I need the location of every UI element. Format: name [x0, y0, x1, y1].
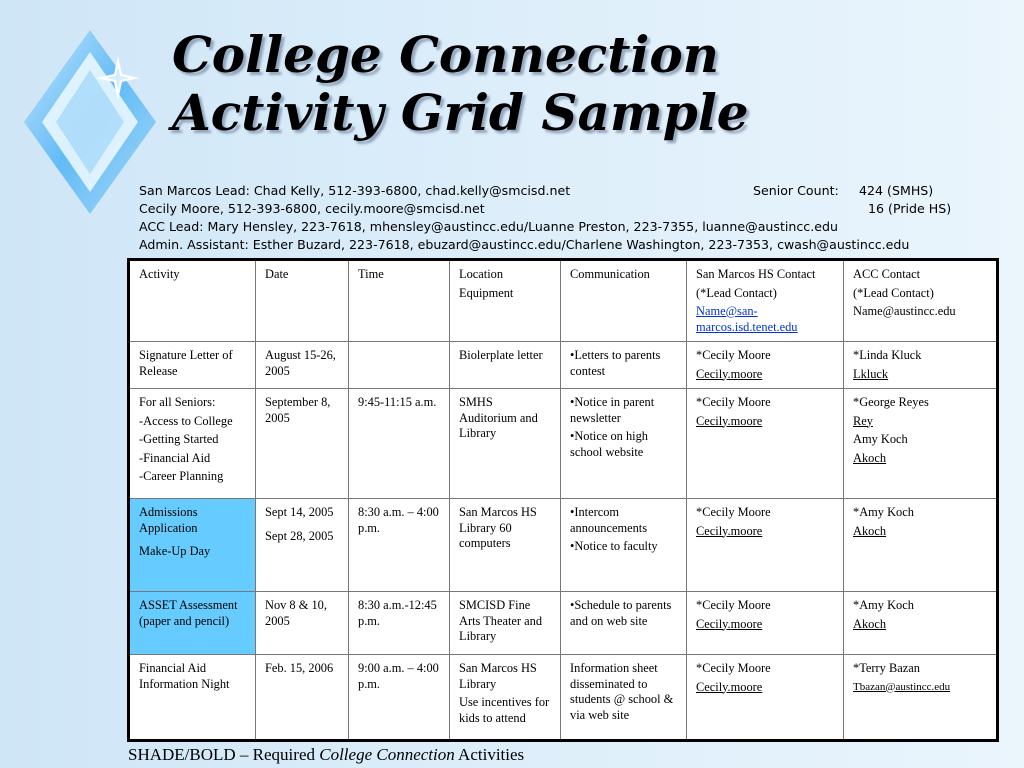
table-header-row: [129, 260, 998, 342]
title-line-1: College Connection: [172, 25, 720, 84]
time-cell: [349, 342, 450, 389]
acc-contact-cell: *Amy Koch Akoch: [844, 499, 998, 592]
footer-emphasis: College Connection: [319, 745, 455, 764]
communication-cell: •Schedule to parents and on web site: [561, 592, 687, 655]
time-cell: 8:30 a.m.-12:45 p.m.: [349, 592, 450, 655]
acc-lead-text: ACC Lead: Mary Hensley, 223-7618, mhensley@austincc.edu/Luanne Preston, 223-7355, luanne@austincc.edu: [139, 219, 838, 234]
smhs-contact-cell: *Cecily Moore Cecily.moore: [687, 389, 844, 499]
time-cell: 9:00 a.m. – 4:00 p.m.: [349, 655, 450, 741]
smhs-email-link[interactable]: Name@san-marcos.isd.tenet.edu: [696, 304, 798, 334]
table-row: [129, 342, 998, 389]
activity-grid-table: [127, 258, 999, 742]
san-marcos-lead-text: San Marcos Lead: Chad Kelly, 512-393-6800, chad.kelly@smcisd.net: [139, 183, 571, 198]
activity-cell-required: ASSET Assessment (paper and pencil): [129, 592, 256, 655]
contact-link[interactable]: Akoch: [853, 450, 887, 465]
footer-note: [128, 744, 524, 766]
senior-count-smhs: 424 (SMHS): [859, 183, 934, 198]
location-cell: SMCISD Fine Arts Theater and Library: [450, 592, 561, 655]
contact-link[interactable]: Cecily.moore: [696, 413, 763, 428]
date-cell: Feb. 15, 2006: [256, 655, 349, 741]
contact-link[interactable]: Lkluck: [853, 366, 889, 381]
header-time: Time: [349, 260, 450, 342]
contact-block: [139, 182, 999, 254]
header-date: Date: [256, 260, 349, 342]
table-row: [129, 389, 998, 499]
header-location: Location Equipment: [450, 260, 561, 342]
smhs-contact-cell: *Cecily Moore Cecily.moore: [687, 592, 844, 655]
date-cell: September 8, 2005: [256, 389, 349, 499]
title-line-2: Activity Grid Sample: [172, 83, 749, 142]
contact-link[interactable]: Cecily.moore: [696, 679, 763, 694]
diamond-sparkle-icon: [10, 22, 160, 222]
time-cell: 8:30 a.m. – 4:00 p.m.: [349, 499, 450, 592]
smhs-contact-cell: *Cecily Moore Cecily.moore: [687, 499, 844, 592]
activity-cell: Signature Letter of Release: [129, 342, 256, 389]
header-smhs-contact: San Marcos HS Contact (*Lead Contact) Name@san-marcos.isd.tenet.edu: [687, 260, 844, 342]
admin-assistant-text: Admin. Assistant: Esther Buzard, 223-7618, ebuzard@austincc.edu/Charlene Washington, 223-7353, cwash@austincc.edu: [139, 237, 910, 252]
acc-contact-cell: *George Reyes Rey Amy Koch Akoch: [844, 389, 998, 499]
footer-prefix: SHADE/BOLD – Required: [128, 745, 320, 764]
header-communication: Communication: [561, 260, 687, 342]
communication-cell: •Notice in parent newsletter •Notice on high school website: [561, 389, 687, 499]
table-row: [129, 499, 998, 592]
location-cell: San Marcos HS Library 60 computers: [450, 499, 561, 592]
date-cell: Nov 8 & 10, 2005: [256, 592, 349, 655]
acc-contact-cell: *Linda Kluck Lkluck: [844, 342, 998, 389]
cecily-moore-contact-text: Cecily Moore, 512-393-6800, cecily.moore@smcisd.net: [139, 201, 485, 216]
location-cell: San Marcos HS Library Use incentives for kids to attend: [450, 655, 561, 741]
contact-line-3: [139, 218, 999, 236]
senior-count-label: Senior Count:: [753, 183, 839, 198]
date-cell: Sept 14, 2005 Sept 28, 2005: [256, 499, 349, 592]
acc-contact-cell: *Terry Bazan Tbazan@austincc.edu: [844, 655, 998, 741]
communication-cell: •Intercom announcements •Notice to faculty: [561, 499, 687, 592]
contact-line-1: [139, 182, 999, 200]
contact-line-2: [139, 200, 999, 218]
header-acc-contact: ACC Contact (*Lead Contact) Name@austincc.edu: [844, 260, 998, 342]
contact-link[interactable]: Cecily.moore: [696, 366, 763, 381]
communication-cell: Information sheet disseminated to students @ school & via web site: [561, 655, 687, 741]
contact-link[interactable]: Cecily.moore: [696, 616, 763, 631]
contact-link[interactable]: Akoch: [853, 616, 887, 631]
contact-link[interactable]: Cecily.moore: [696, 523, 763, 538]
contact-line-4: [139, 236, 999, 254]
time-cell: 9:45-11:15 a.m.: [349, 389, 450, 499]
footer-suffix: Activities: [454, 745, 525, 764]
communication-cell: •Letters to parents contest: [561, 342, 687, 389]
table-row: [129, 655, 998, 741]
senior-count-pride: 16 (Pride HS): [868, 201, 952, 216]
location-cell: SMHS Auditorium and Library: [450, 389, 561, 499]
date-cell: August 15-26, 2005: [256, 342, 349, 389]
page-title: [172, 26, 749, 142]
table-row: [129, 592, 998, 655]
smhs-contact-cell: *Cecily Moore Cecily.moore: [687, 655, 844, 741]
acc-contact-cell: *Amy Koch Akoch: [844, 592, 998, 655]
header-activity: Activity: [129, 260, 256, 342]
contact-link[interactable]: Rey: [853, 413, 873, 428]
activity-cell: Financial Aid Information Night: [129, 655, 256, 741]
contact-link[interactable]: Tbazan@austincc.edu: [853, 680, 951, 693]
activity-cell: For all Seniors: -Access to College -Getting Started -Financial Aid -Career Planning: [129, 389, 256, 499]
smhs-contact-cell: *Cecily Moore Cecily.moore: [687, 342, 844, 389]
activity-cell-required: Admissions Application Make-Up Day: [129, 499, 256, 592]
location-cell: Biolerplate letter: [450, 342, 561, 389]
contact-link[interactable]: Akoch: [853, 523, 887, 538]
